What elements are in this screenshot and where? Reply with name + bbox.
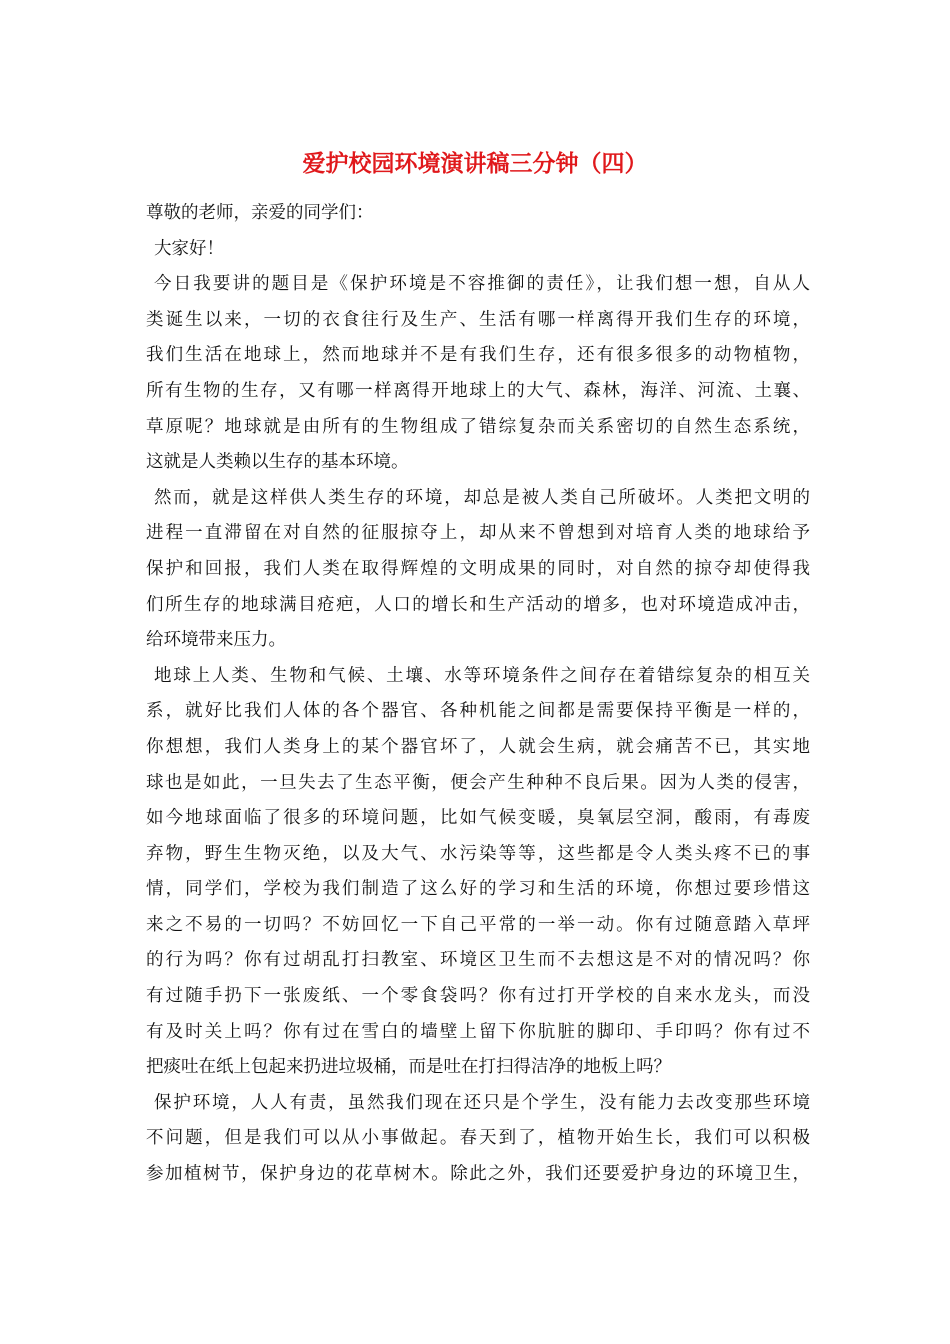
paragraph-line: 们所生存的地球满目疮疤，人口的增长和生产活动的增多，也对环境造成冲击， <box>146 594 810 615</box>
paragraph-line: 的行为吗？你有过胡乱打扫教室、环境区卫生而不去想这是不对的情况吗？你 <box>146 950 810 971</box>
paragraph-line: 给环境带来压力。 <box>146 630 286 651</box>
greeting: 大家好！ <box>154 238 224 259</box>
paragraph-line: 弃物，野生生物灭绝，以及大气、水污染等等，这些都是令人类头疼不已的事 <box>146 843 810 864</box>
paragraph-line: 我们生活在地球上，然而地球并不是有我们生存，还有很多很多的动物植物， <box>146 345 810 366</box>
paragraph-line: 保护和回报，我们人类在取得辉煌的文明成果的同时，对自然的掠夺却使得我 <box>146 558 810 579</box>
document-body <box>146 196 810 1193</box>
paragraph-line: 有及时关上吗？你有过在雪白的墙壁上留下你肮脏的脚印、手印吗？你有过不 <box>146 1021 810 1042</box>
paragraph-line: 类诞生以来，一切的衣食往行及生产、生活有哪一样离得开我们生存的环境， <box>146 309 810 330</box>
paragraph-line: 进程一直滞留在对自然的征服掠夺上，却从来不曾想到对培育人类的地球给予 <box>146 523 810 544</box>
paragraph-line: 草原呢？地球就是由所有的生物组成了错综复杂而关系密切的自然生态系统， <box>146 416 810 437</box>
paragraph-line: 你想想，我们人类身上的某个器官坏了，人就会生病，就会痛苦不已，其实地 <box>146 736 810 757</box>
paragraph-line: 参加植树节，保护身边的花草树木。除此之外，我们还要爱护身边的环境卫生， <box>146 1164 810 1185</box>
document-title: 爱护校园环境演讲稿三分钟（四） <box>302 150 648 177</box>
paragraph-line: 所有生物的生存，又有哪一样离得开地球上的大气、森林，海洋、河流、土襄、 <box>146 380 810 401</box>
paragraph-line: 把痰吐在纸上包起来扔进垃圾桶，而是吐在打扫得洁净的地板上吗？ <box>146 1057 671 1078</box>
paragraph-2 <box>146 481 810 659</box>
paragraph-line: 然而，就是这样供人类生存的环境，却总是被人类自己所破坏。人类把文明的 <box>154 487 810 508</box>
paragraph-line: 系，就好比我们人体的各个器官、各种机能之间都是需要保持平衡是一样的， <box>146 701 810 722</box>
salutation: 尊敬的老师，亲爱的同学们： <box>146 203 374 223</box>
paragraph-1 <box>146 267 810 481</box>
paragraph-line: 今日我要讲的题目是《保护环境是不容推御的责任》，让我们想一想，自从人 <box>154 274 810 295</box>
paragraph-line: 不问题，但是我们可以从小事做起。春天到了，植物开始生长，我们可以积极 <box>146 1128 810 1149</box>
paragraph-line: 情，同学们，学校为我们制造了这么好的学习和生活的环境，你想过要珍惜这 <box>146 879 810 900</box>
paragraph-line: 保护环境，人人有责，虽然我们现在还只是个学生，没有能力去改变那些环境 <box>154 1092 810 1113</box>
paragraph-3 <box>146 659 810 1086</box>
paragraph-line: 如今地球面临了很多的环境问题，比如气候变暖，臭氧层空洞，酸雨，有毒废 <box>146 808 810 829</box>
paragraph-line: 来之不易的一切吗？不妨回忆一下自己平常的一举一动。你有过随意踏入草坪 <box>146 914 810 935</box>
paragraph-line: 地球上人类、生物和气候、土壤、水等环境条件之间存在着错综复杂的相互关 <box>154 665 810 686</box>
paragraph-line: 这就是人类赖以生存的基本环境。 <box>146 452 409 473</box>
paragraph-line: 球也是如此，一旦失去了生态平衡，便会产生种种不良后果。因为人类的侵害， <box>146 772 810 793</box>
paragraph-4 <box>146 1086 810 1193</box>
paragraph-line: 有过随手扔下一张废纸、一个零食袋吗？你有过打开学校的自来水龙头，而没 <box>146 986 810 1007</box>
